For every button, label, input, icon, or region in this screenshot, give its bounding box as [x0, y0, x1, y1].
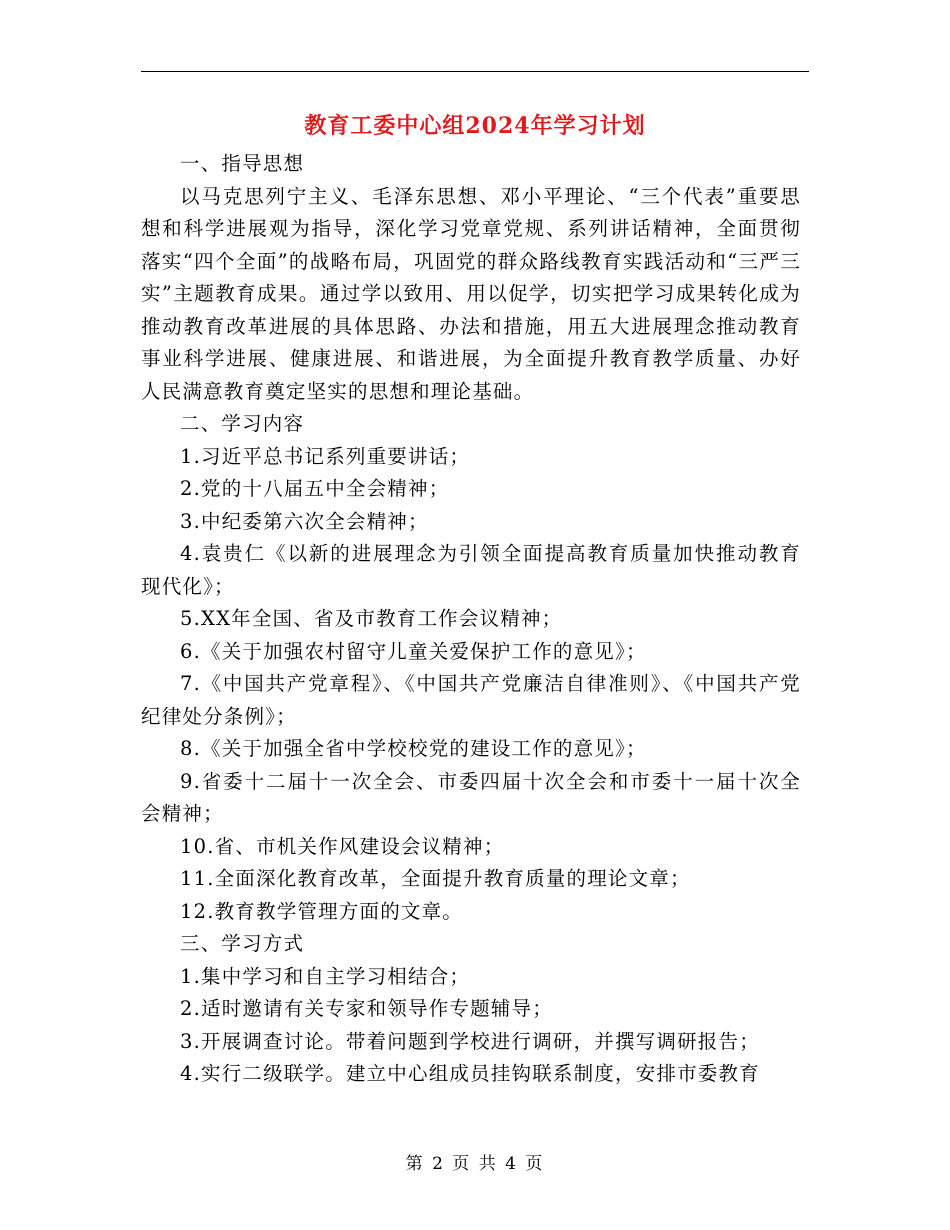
section-heading-guiding-ideology: 一、指导思想: [180, 152, 305, 175]
list-item: 11.全面深化教育改革，全面提升教育质量的理论文章；: [180, 867, 691, 890]
body-paragraph: 以马克思列宁主义、毛泽东思想、邓小平理论、“三个代表”重要思想和科学进展观为指导，深化学习党章党规、系列讲话精神，全面贯彻落实“四个全面”的战略布局，巩固党的群众路线教育实践活动和“三严三实”主题教育成果。通过学以致用、用以促学，切实把学习成果转化成为推动教育改革进展的具体思路、办法和措施，用五大进展理念推动教育事业科学进展、健康进展、和谐进展，为全面提升教育教学质量、办好人民满意教育奠定坚实的思想和理论基础。: [141, 184, 801, 403]
list-item: 4.袁贵仁《以新的进展理念为引领全面提高教育质量加快推动教育现代化》；: [141, 542, 801, 598]
document-title: 教育工委中心组2024年学习计划: [304, 113, 646, 139]
list-item: 9.省委十二届十一次全会、市委四届十次全会和市委十一届十次全会精神；: [141, 769, 801, 825]
list-item: 3.中纪委第六次全会精神；: [180, 509, 429, 533]
document-body: [141, 148, 801, 1091]
list-item: 2.适时邀请有关专家和领导作专题辅导；: [180, 997, 553, 1020]
list-item: 3.开展调查讨论。带着问题到学校进行调研，并撰写调研报告；: [180, 1029, 760, 1053]
section-heading-study-content: 二、学习内容: [180, 412, 305, 435]
header-rule: [141, 71, 809, 72]
list-item: 7.《中国共产党章程》、《中国共产党廉洁自律准则》、《中国共产党纪律处分条例》；: [141, 672, 801, 728]
list-item: 12.教育教学管理方面的文章。: [180, 899, 464, 923]
list-item: 8.《关于加强全省中学校校党的建设工作的意见》；: [180, 737, 647, 760]
list-item: 1.集中学习和自主学习相结合；: [180, 964, 471, 988]
page-footer: 第 2 页 共 4 页: [405, 1154, 545, 1174]
section-heading-study-methods: 三、学习方式: [180, 932, 305, 955]
list-item: 6.《关于加强农村留守儿童关爱保护工作的意见》；: [180, 639, 647, 663]
list-item: 5.XX年全国、省及市教育工作会议精神；: [180, 607, 563, 630]
list-item: 4.实行二级联学。建立中心组成员挂钩联系制度，安排市委教育: [180, 1062, 760, 1085]
list-item: 10.省、市机关作风建设会议精神；: [180, 834, 505, 858]
list-item: 2.党的十八届五中全会精神；: [180, 477, 450, 500]
list-item: 1.习近平总书记系列重要讲话；: [180, 444, 471, 468]
